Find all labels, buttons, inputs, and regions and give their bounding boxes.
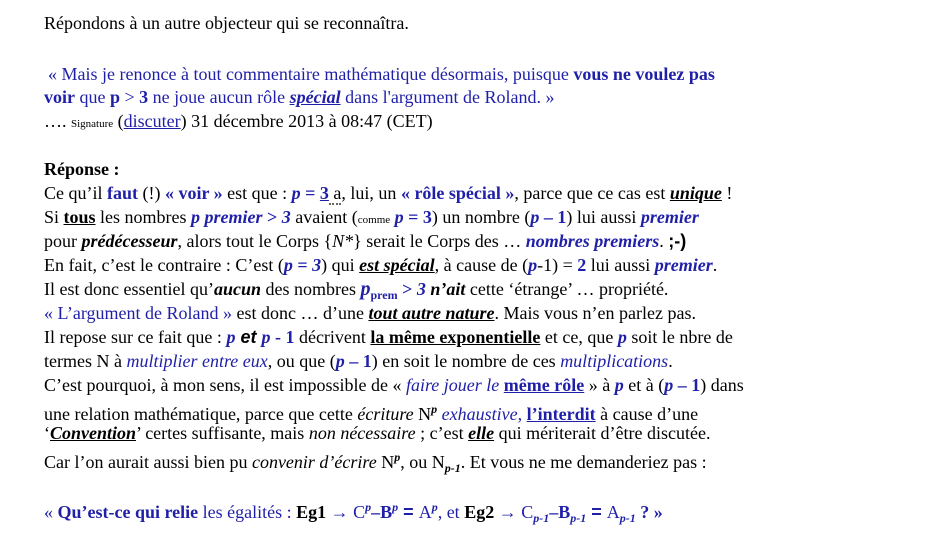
emphasis: p premier — [191, 207, 263, 227]
text: ) un nombre ( — [431, 207, 531, 227]
response-line — [44, 230, 686, 252]
text: , ou que ( — [267, 351, 336, 371]
text: → C — [494, 502, 534, 522]
var-p: p — [614, 375, 624, 395]
response-title — [44, 158, 120, 180]
text: – — [344, 351, 363, 371]
var-p: p — [335, 351, 345, 371]
emphasis: écriture — [357, 404, 414, 424]
text: ? » — [635, 502, 663, 522]
emphasis: aucun — [213, 279, 261, 299]
text: . Mais vous n’en parlez pas. — [494, 303, 696, 323]
emphasis: elle — [468, 423, 495, 443]
text: Si — [44, 207, 64, 227]
var-p: p — [530, 207, 540, 227]
final-question — [44, 496, 663, 529]
superscript: p — [431, 500, 438, 514]
quote-var-p: p — [110, 87, 121, 107]
response-line — [44, 326, 733, 348]
var-p: p — [360, 278, 371, 300]
emphasis: est spécial — [359, 255, 435, 275]
text: , à cause de ( — [434, 255, 529, 275]
text: et à ( — [623, 375, 665, 395]
var-p: p — [226, 327, 236, 347]
text: A — [418, 502, 432, 522]
text: = — [292, 255, 313, 275]
emphasis: n’ait — [430, 279, 466, 299]
emphasis: tous — [63, 207, 96, 227]
text: et ce, que — [540, 327, 618, 347]
signature-text: ( — [113, 111, 124, 131]
text: A — [606, 502, 620, 522]
subscript: p-1 — [444, 461, 461, 475]
text: = 3 — [403, 207, 432, 227]
text: . — [668, 351, 673, 371]
text: → C — [326, 502, 366, 522]
text: termes N à — [44, 351, 127, 371]
text: avaient ( — [290, 207, 358, 227]
emphasis: premier — [640, 207, 699, 227]
text: , parce que ce cas est — [514, 183, 670, 203]
subscript: p-1 — [570, 511, 587, 525]
subscript: prem — [370, 288, 398, 302]
quote-text: > — [120, 87, 140, 107]
text: = — [586, 502, 607, 522]
text: , alors tout le Corps { — [177, 231, 333, 251]
text: ) dans — [700, 375, 744, 395]
text: . — [712, 255, 718, 275]
quote-line-1 — [48, 63, 715, 85]
emphasis: Convention — [50, 423, 137, 443]
emphasis: unique — [669, 183, 722, 203]
signature-line — [44, 110, 433, 135]
text: } serait le Corps des … — [353, 231, 526, 251]
emphasis: tout autre nature — [368, 303, 495, 323]
emphasis: exhaustive, — [441, 404, 527, 424]
text: N — [413, 404, 432, 424]
emphasis: Qu’est-ce qui relie — [57, 502, 199, 522]
var-p: p — [394, 207, 404, 227]
num: 3 — [319, 183, 329, 203]
var-p: p — [291, 183, 301, 203]
text: > — [397, 279, 417, 299]
quote-text: « Mais je renonce à tout commentaire mathématique désormais, puisque — [48, 64, 574, 84]
quote-text: ne joue aucun rôle — [148, 87, 290, 107]
text: , ou N — [400, 452, 445, 472]
superscript: p — [365, 500, 372, 514]
emphasis: « L’argument de Roland » — [44, 303, 232, 323]
response-title-text: Réponse : — [44, 159, 120, 179]
text: et — [235, 327, 262, 347]
text: « — [44, 502, 58, 522]
text: Car l’on aurait aussi bien pu — [44, 452, 252, 472]
discuter-link[interactable]: discuter — [123, 111, 181, 131]
text: ’ certes suffisante, mais — [136, 423, 309, 443]
text: décrivent — [294, 327, 371, 347]
subscript: p-1 — [619, 511, 636, 525]
text: ‘ — [44, 423, 50, 443]
text: comme — [357, 214, 391, 226]
emphasis: « rôle spécial » — [400, 183, 515, 203]
text: qui mériterait d’être discutée. — [494, 423, 711, 443]
text: les nombres — [95, 207, 192, 227]
superscript: p — [392, 500, 399, 514]
text: Il repose sur ce fait que : — [44, 327, 227, 347]
text: des nombres — [261, 279, 361, 299]
var-p: p — [528, 255, 538, 275]
text: pour — [44, 231, 82, 251]
emphasis: multiplier entre eux — [126, 351, 268, 371]
quote-special: spécial — [289, 87, 341, 107]
emphasis: la même exponentielle — [370, 327, 541, 347]
response-line — [44, 254, 717, 276]
quote-line-2 — [44, 86, 555, 108]
text: -1) = — [537, 255, 578, 275]
var-p: p — [283, 255, 293, 275]
smiley: ;-) — [668, 231, 687, 251]
var-p: p — [261, 327, 271, 347]
text: C’est pourquoi, à mon sens, il est impossible de « — [44, 375, 406, 395]
text: a — [328, 183, 342, 203]
text: . — [659, 231, 669, 251]
text: – — [539, 207, 558, 227]
var-p: p — [617, 327, 627, 347]
quote-emphasis: voir — [44, 87, 75, 107]
text: » à — [584, 375, 615, 395]
var-p: p — [664, 375, 674, 395]
text: > — [262, 207, 282, 227]
response-line — [44, 398, 698, 425]
response-line — [44, 350, 673, 372]
text: (!) — [138, 183, 165, 203]
response-line — [44, 302, 696, 324]
num: 3 — [281, 207, 291, 227]
eq-label: Eg1 — [296, 502, 327, 522]
quote-emphasis: vous ne voulez pas — [573, 64, 715, 84]
text: ; c’est — [415, 423, 469, 443]
num: 2 — [577, 255, 587, 275]
signature-date: ) 31 décembre 2013 à 08:47 (CET) — [180, 111, 433, 131]
text: . Et vous ne me demanderiez pas : — [460, 452, 707, 472]
quote-num: 3 — [139, 87, 149, 107]
text: lui aussi — [586, 255, 655, 275]
text: soit le nbre de — [626, 327, 733, 347]
response-line — [44, 446, 707, 479]
response-line — [44, 422, 711, 444]
num: 3 — [312, 255, 322, 275]
response-line — [44, 374, 744, 396]
num: 1 — [362, 351, 372, 371]
emphasis: même rôle — [503, 375, 585, 395]
response-line — [44, 182, 732, 204]
text: est donc … d’une — [231, 303, 369, 323]
eq-label: Eg2 — [464, 502, 495, 522]
emphasis: non nécessaire — [308, 423, 416, 443]
intro-line — [44, 12, 409, 34]
num: 3 — [416, 279, 426, 299]
emphasis: faut — [107, 183, 138, 203]
emphasis: multiplications — [560, 351, 669, 371]
intro-text: Répondons à un autre objecteur qui se reconnaîtra. — [44, 13, 409, 33]
text: ) en soit le nombre de ces — [371, 351, 561, 371]
text: ) lui aussi — [566, 207, 641, 227]
emphasis: faire jouer le — [405, 375, 504, 395]
text: = — [398, 502, 419, 522]
emphasis: l’interdit — [526, 404, 596, 424]
text: –B — [549, 502, 571, 522]
emphasis: « voir » — [164, 183, 223, 203]
text: - 1 — [270, 327, 295, 347]
text: En fait, c’est le contraire : C’est ( — [44, 255, 284, 275]
text: N — [376, 452, 395, 472]
subscript: p-1 — [533, 511, 550, 525]
text: –B — [371, 502, 393, 522]
text: Il est donc essentiel qu’ — [44, 279, 214, 299]
emphasis: convenir d’écrire — [251, 452, 377, 472]
text: cette ‘étrange’ … propriété. — [465, 279, 669, 299]
text: , et — [437, 502, 465, 522]
quote-text: dans l'argument de Roland. » — [340, 87, 555, 107]
response-line — [44, 206, 699, 231]
text: les égalités : — [198, 502, 297, 522]
text: ! — [721, 183, 733, 203]
text: est que : — [222, 183, 292, 203]
superscript: p — [431, 402, 438, 416]
num: 1 — [557, 207, 567, 227]
superscript: p — [394, 450, 401, 464]
num: 1 — [691, 375, 701, 395]
text: = — [300, 183, 320, 203]
quote-text: que — [75, 87, 110, 107]
text: – — [673, 375, 692, 395]
emphasis: nombres premiers — [525, 231, 660, 251]
signature-dots: …. — [44, 111, 71, 131]
emphasis: prédécesseur — [81, 231, 178, 251]
text: à cause d’une — [595, 404, 699, 424]
emphasis: premier — [654, 255, 713, 275]
signature-label: Signature — [71, 118, 114, 130]
text: une relation mathématique, parce que cette — [44, 404, 358, 424]
text: Ce qu’il — [44, 183, 107, 203]
emphasis: N* — [332, 231, 354, 251]
text: , lui, un — [341, 183, 401, 203]
text: ) qui — [321, 255, 360, 275]
